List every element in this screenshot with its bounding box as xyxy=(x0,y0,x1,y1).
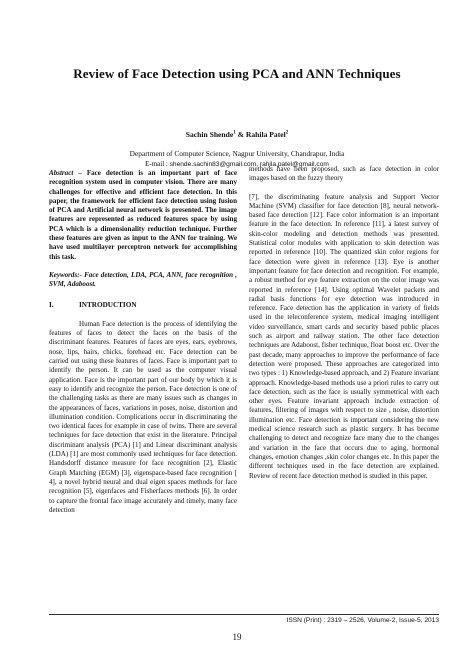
affiliation: Department of Computer Science, Nagpur University, Chandrapur, India xyxy=(129,149,345,158)
abstract-lead: Abstract xyxy=(49,169,74,177)
footer-issn: ISSN (Print) : 2319 – 2526, Volume-2, Issue-5, 2013 xyxy=(286,617,439,624)
abstract xyxy=(49,169,237,262)
section-title: INTRODUCTION xyxy=(79,300,137,309)
footer-divider xyxy=(49,614,439,615)
author-line xyxy=(0,130,474,139)
author-2-sup: 2 xyxy=(285,130,289,136)
author-1-sup: 1 xyxy=(233,130,236,136)
author-1-name: Sachin Shende xyxy=(185,130,234,139)
email-address: shende.sachin83@gmail.com, rahila.patel@gmail.com xyxy=(169,161,329,168)
email-label: E-mail : xyxy=(145,160,170,168)
left-column xyxy=(49,167,237,515)
page-number: 19 xyxy=(232,632,242,642)
keywords: Keywords:- Face detection, LDA, PCA, ANN, face recognition , SVM, Adaboost. xyxy=(49,270,237,289)
paper-title: Review of Face Detection using PCA and ANN Techniques xyxy=(73,66,401,81)
abstract-body: – Face detection is an important part of face recognition system used in computer vision. There are many challenges for effective and efficient face detection. In this paper, the framework for efficient face detection using fusion of PCA and Artificial neural network is presented. The image features are represented as reduced features space by using PCA which is a dimensionality reduction technique. Further these features are given as input to the ANN for training. We have used multilayer perceptron network for accomplishing this task. xyxy=(49,169,237,261)
section-number: I. xyxy=(49,300,54,309)
author-connector: & xyxy=(235,130,246,139)
right-paragraph-2: [7], the discriminating feature analysis and Support Vector Machine (SVM) classifier for face detection [8], neural network-based face detection [12]. Face color information is an important feature in the face detection. In reference [11], a latest survey of skin-color modeling and detection methods was presented. Statistical color modules with application to skin detection was reported in reference [10]. The quantized skin color regions for face detection were given in reference [13]. Eye is another important feature for face detection and recognition. For example, a robust method for eye feature extraction on the color image was reported in reference [14]. Using optimal Wavelet packets and radial basis functions for eye detection was introduced in reference. Face detection has the application in variety of fields used in the teleconference system, medical imaging intelligent video surveillance, smart cards and security based public places such as airport and railway station. The other face detection techniques are Adaboost, fisher technique, float boost etc. Over the past decade, many approaches to improve the performance of face detection were proposed. These approaches are categorized into two types : 1) Knowledge-based approach, and 2) Feature invariant approach. Knowledge-based methods use a priori rules to carry out face detection, such as the face is usually symmetrical with each other eyes. Feature invariant approach include extraction of features, filtering of images with respect to size , noise, distortion illumination etc. Face detection is important considering the new medical science research such as plastic surgery. It has become challenging to detect and recognize face many due to the changes and variation in the face that occurs due to aging, hormonal changes, emotion changes ,skin color changes etc. In this paper the different techniques used in the face detection are explained. Review of recent face detection method is studied in this paper. xyxy=(249,192,439,480)
right-paragraph-1: methods have been proposed, such as face detection in color images based on the fuzzy theory xyxy=(249,165,439,183)
introduction-paragraph: Human Face detection is the process of identifying the features of faces to detect the faces on the basis of the discriminant features. Features of faces are eyes, ears, eyebrows, nose, lips, hairs, chicks, forehead etc. Face detection can be carried out using these features of faces. Face is important part to identify the person. It can be used as the computer visual application. Face is the important part of our body by which it is easy to identify and recognize the person. Face detection is one of the challenging tasks as there are many issues such as changes in the appearances of faces, variations in poses, noise, distortion and illumination condition. Complications occur in discriminating the two identical faces for example in case of twins. There are several techniques for face detection that exist in the literature. Principal discriminant analysis (PCA) [1] and Linear discriminant analysis (LDA) [1] are most commonly used techniques for face detection. Handsdorff distance measure for face recognition [2], Elastic Graph Matching (EGM) [3], eigenspace-based face recognition [ 4], a novel hybrid neural and dual eigen spaces methods for face recognition [5], eigenfaces and Fisherfaces methods [6]. In order to capture the frontal face image accurately and timely, many face detection xyxy=(49,319,237,514)
author-2-name: Rahila Patel xyxy=(245,130,286,139)
section-heading-introduction xyxy=(49,301,237,310)
right-column xyxy=(249,165,439,481)
